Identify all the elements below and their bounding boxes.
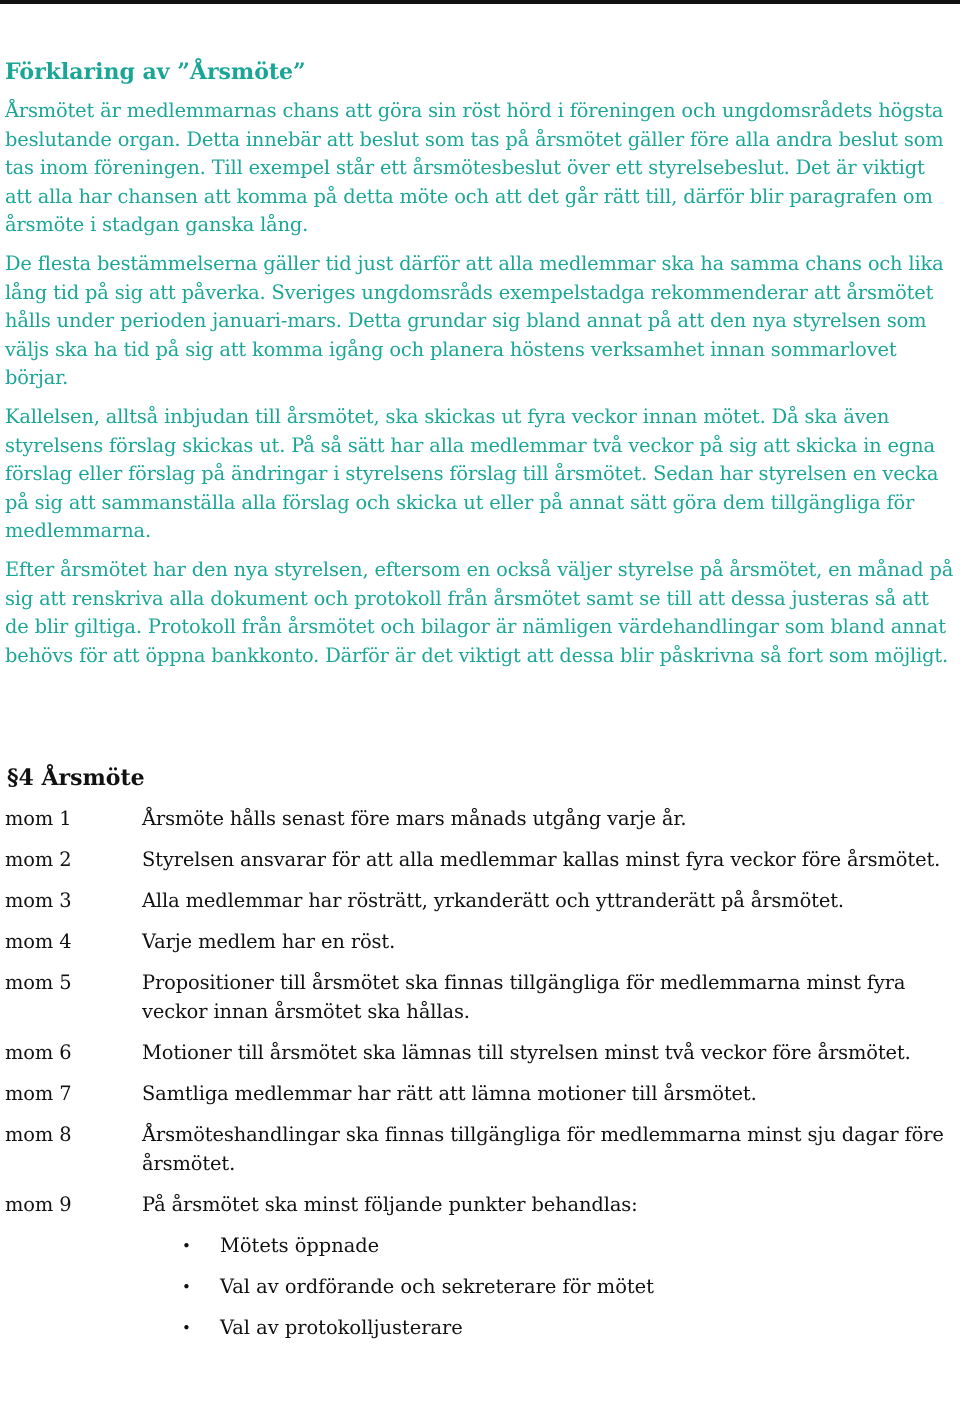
mom-text: Samtliga medlemmar har rätt att lämna motioner till årsmötet.	[142, 1082, 757, 1106]
mom-row	[5, 805, 955, 834]
explanation-paragraph: Efter årsmötet har den nya styrelsen, eftersom en också väljer styrelse på årsmötet, en månad på sig att renskriva alla dokument och protokoll från årsmötet samt se till att dessa justeras så att de blir giltiga. Protokoll från årsmötet och bilagor är nämligen värdehandlingar som bland annat behövs för att öppna bankkonto. Därför är det viktigt att dessa blir påskrivna så fort som möjligt.	[5, 557, 954, 667]
mom-text: Motioner till årsmötet ska lämnas till styrelsen minst två veckor före årsmötet.	[142, 1041, 911, 1065]
explanation-title: Förklaring av ”Årsmöte”	[5, 59, 306, 85]
mom-label: mom 5	[5, 971, 72, 995]
explanation-paragraph: Kallelsen, alltså inbjudan till årsmötet, ska skickas ut fyra veckor innan mötet. Då ska även styrelsens förslag skickas ut. På så sätt har alla medlemmar två veckor på sig att skicka in egna förslag eller förslag på ändringar i styrelsens förslag till årsmötet. Sedan har styrelsen en vecka på sig att sammanställa alla förslag och skicka ut eller på annat sätt göra dem tillgängliga för medlemmarna.	[5, 404, 939, 543]
section-heading: §4 Årsmöte	[7, 765, 145, 791]
agenda-item	[142, 1314, 955, 1343]
explanation-box	[5, 56, 955, 680]
agenda-item	[142, 1273, 955, 1302]
agenda-item-text: Val av protokolljusterare	[220, 1316, 463, 1340]
mom-label: mom 6	[5, 1041, 72, 1065]
mom-text: Alla medlemmar har rösträtt, yrkanderätt och yttranderätt på årsmötet.	[142, 889, 844, 913]
mom-text: Årsmöteshandlingar ska finnas tillgängliga för medlemmarna minst sju dagar före årsmötet.	[142, 1123, 944, 1175]
mom-label: mom 7	[5, 1082, 72, 1106]
bullet-icon: •	[182, 1278, 191, 1297]
section-arsmote	[5, 762, 955, 1355]
mom-text: På årsmötet ska minst följande punkter behandlas:	[142, 1192, 638, 1216]
mom-label: mom 3	[5, 889, 72, 913]
mom-label: mom 4	[5, 930, 72, 954]
mom-text: Propositioner till årsmötet ska finnas tillgängliga för medlemmarna minst fyra veckor innan årsmötet ska hållas.	[142, 971, 906, 1023]
mom-text: Varje medlem har en röst.	[142, 930, 396, 954]
mom-row	[5, 969, 955, 1026]
mom-row	[5, 846, 955, 875]
mom-label: mom 8	[5, 1123, 72, 1147]
agenda-item-text: Mötets öppnade	[220, 1234, 380, 1258]
explanation-paragraph: De flesta bestämmelserna gäller tid just därför att alla medlemmar ska ha samma chans och lika lång tid på sig att påverka. Sveriges ungdomsråds exempelstadga rekommenderar att årsmötet hålls under perioden januari-mars. Detta grundar sig bland annat på att den nya styrelsen som väljs ska ha tid på sig att komma igång och planera höstens verksamhet innan sommarlovet börjar.	[5, 251, 944, 390]
explanation-paragraph: Årsmötet är medlemmarnas chans att göra sin röst hörd i föreningen och ungdomsrådets högsta beslutande organ. Detta innebär att beslut som tas på årsmötet gäller före alla andra beslut som tas inom föreningen. Till exempel står ett årsmötesbeslut över ett styrelsebeslut. Det är viktigt att alla har chansen att komma på detta möte och att det går rätt till, därför blir paragrafen om årsmöte i stadgan ganska lång.	[5, 99, 944, 237]
bullet-icon: •	[182, 1237, 191, 1256]
agenda-item	[142, 1232, 955, 1261]
mom-row	[5, 887, 955, 916]
mom-row	[5, 1080, 955, 1109]
agenda-item-text: Val av ordförande och sekreterare för mötet	[220, 1275, 654, 1299]
mom-text: Årsmöte hålls senast före mars månads utgång varje år.	[142, 807, 687, 830]
mom-row	[5, 928, 955, 957]
agenda-list	[5, 1232, 955, 1343]
bullet-icon: •	[182, 1319, 191, 1338]
mom-row	[5, 1039, 955, 1068]
top-rule	[0, 0, 960, 4]
mom-label: mom 1	[5, 807, 72, 830]
mom-text: Styrelsen ansvarar för att alla medlemmar kallas minst fyra veckor före årsmötet.	[142, 848, 941, 872]
mom-label: mom 9	[5, 1192, 72, 1216]
mom-label: mom 2	[5, 848, 72, 872]
mom-row	[5, 1121, 955, 1178]
mom-row	[5, 1191, 955, 1220]
